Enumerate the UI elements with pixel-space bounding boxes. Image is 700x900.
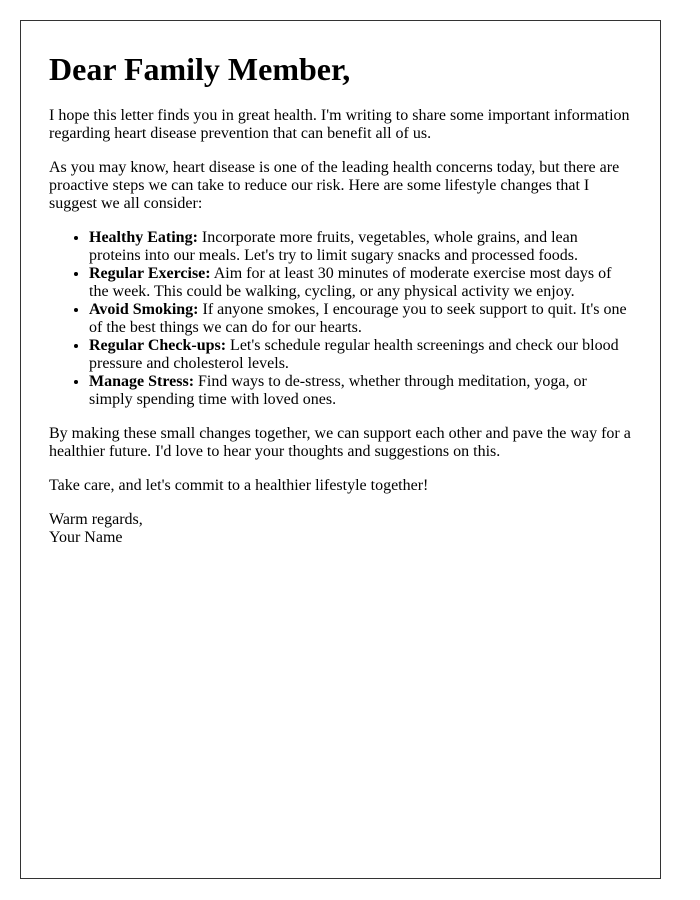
- lifestyle-tips-list: [49, 229, 632, 409]
- intro-paragraph: I hope this letter finds you in great health. I'm writing to share some important information regarding heart disease prevention that can benefit all of us.: [49, 107, 630, 142]
- commitment-paragraph: Take care, and let's commit to a healthier lifestyle together!: [49, 477, 429, 494]
- list-item: [89, 265, 632, 301]
- tip-text: Incorporate more fruits, vegetables, whole grains, and lean proteins into our meals. Let's try to limit sugary snacks and processed foods.: [89, 229, 579, 264]
- list-item: [89, 373, 632, 409]
- sign-off: [49, 511, 632, 547]
- tip-title: Healthy Eating:: [89, 229, 198, 246]
- letter-greeting: Dear Family Member,: [49, 51, 351, 87]
- tip-title: Avoid Smoking:: [89, 301, 199, 318]
- tip-text: If anyone smokes, I encourage you to seek support to quit. It's one of the best things we can do for our hearts.: [89, 301, 627, 336]
- tip-title: Manage Stress:: [89, 373, 195, 390]
- tip-title: Regular Check-ups:: [89, 337, 227, 354]
- list-item: [89, 301, 632, 337]
- list-item: [89, 337, 632, 373]
- valediction: Warm regards,: [49, 511, 143, 528]
- letter-page: [20, 20, 661, 879]
- list-item: [89, 229, 632, 265]
- tip-text: Let's schedule regular health screenings and check our blood pressure and cholesterol levels.: [89, 337, 619, 372]
- tip-title: Regular Exercise:: [89, 265, 211, 282]
- context-paragraph: As you may know, heart disease is one of the leading health concerns today, but there are proactive steps we can take to reduce our risk. Here are some lifestyle changes that I suggest we all consider:: [49, 159, 620, 212]
- closing-paragraph: By making these small changes together, we can support each other and pave the way for a healthier future. I'd love to hear your thoughts and suggestions on this.: [49, 425, 631, 460]
- tip-text: Find ways to de-stress, whether through meditation, yoga, or simply spending time with loved ones.: [89, 373, 587, 408]
- tip-text: Aim for at least 30 minutes of moderate exercise most days of the week. This could be walking, cycling, or any physical activity we enjoy.: [89, 265, 612, 300]
- signature: Your Name: [49, 529, 123, 546]
